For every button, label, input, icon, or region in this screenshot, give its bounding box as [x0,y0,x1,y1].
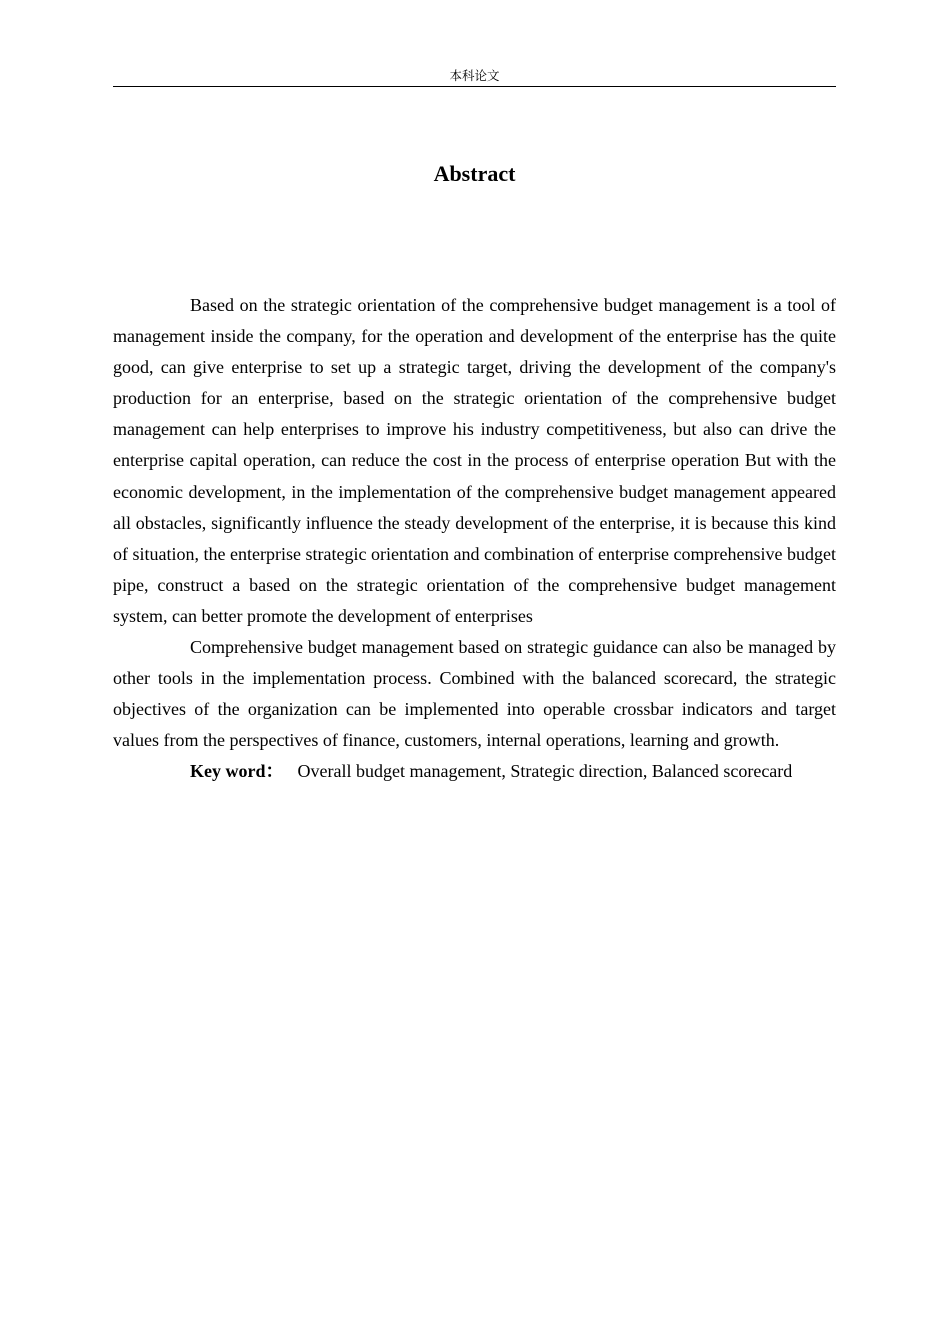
keywords-separator: ： [265,761,284,782]
abstract-body [113,290,836,788]
running-header: 本科论文 [113,66,836,87]
keywords-line [113,756,836,787]
keywords-value: Overall budget management, Strategic direction, Balanced scorecard [297,761,793,782]
page-title: Abstract [433,161,516,186]
abstract-paragraph-2: Comprehensive budget management based on strategic guidance can also be managed by other tools in the implementation process. Combined with the balanced scorecard, the strategic objectives of the organization can be implemented into operable crossbar indicators and target values from the perspectives of finance, customers, internal operations, learning and growth. [113,637,836,751]
keywords-label: Key word [190,761,266,782]
abstract-paragraph-1: Based on the strategic orientation of the comprehensive budget management is a tool of management inside the company, for the operation and development of the enterprise has the quite good, can give enterprise to set up a strategic target, driving the development of the company's production for an enterprise, based on the strategic orientation of the comprehensive budget management can help enterprises to improve his industry competitiveness, but also can drive the enterprise capital operation, can reduce the cost in the process of enterprise operation But with the economic development, in the implementation of the comprehensive budget management appeared all obstacles, significantly influence the steady development of the enterprise, it is because this kind of situation, the enterprise strategic orientation and combination of enterprise comprehensive budget pipe, construct a based on the strategic orientation of the comprehensive budget management system, can better promote the development of enterprises [113,295,836,626]
